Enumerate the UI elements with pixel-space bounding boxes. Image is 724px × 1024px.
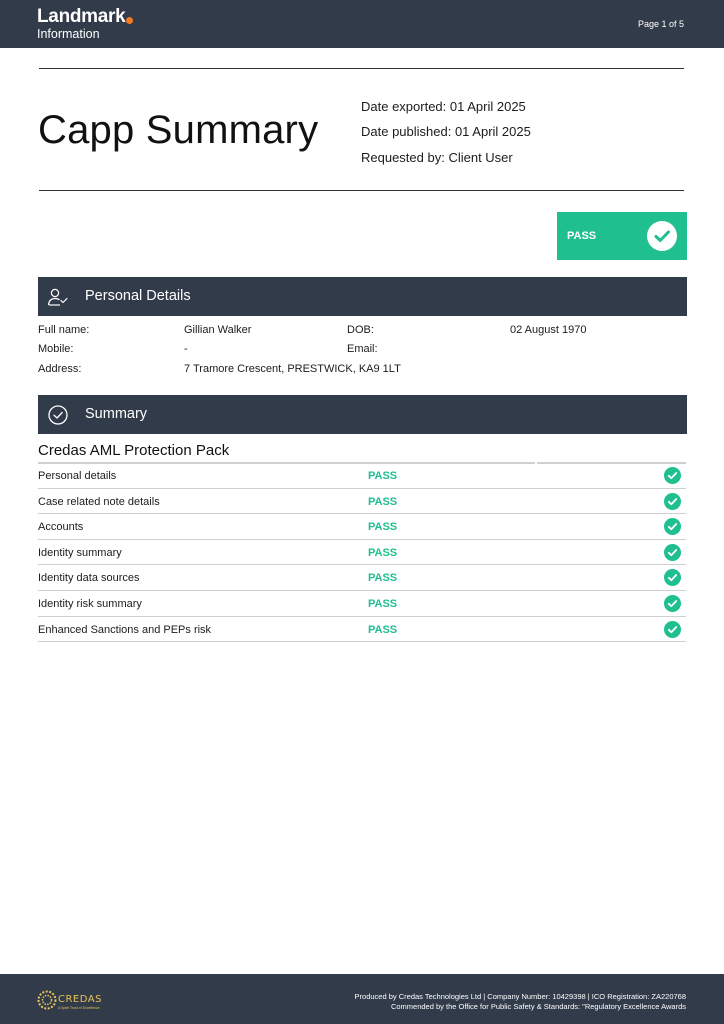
- top-header-bar: [0, 0, 724, 48]
- personal-details-title: Personal Details: [85, 288, 191, 304]
- dob-value: 02 August 1970: [510, 324, 587, 336]
- table-row: [38, 617, 686, 643]
- top-divider: [39, 68, 684, 69]
- table-row: [38, 565, 686, 591]
- credas-logo: [37, 988, 102, 1012]
- credas-brand-text: CREDAS: [58, 994, 102, 1005]
- check-icon: [647, 221, 677, 251]
- date-published: Date published: 01 April 2025: [361, 124, 531, 139]
- mobile-label: Mobile:: [38, 343, 74, 355]
- check-icon: [664, 493, 681, 510]
- row-status: PASS: [368, 546, 398, 559]
- summary-header: [38, 395, 687, 434]
- check-icon: [664, 544, 681, 561]
- footer-line-2: Commended by the Office for Public Safety & Standards: "Regulatory Excellence Awards: [390, 1002, 686, 1011]
- full-name-value: Gillian Walker: [184, 324, 252, 336]
- table-row: [38, 514, 686, 540]
- overall-status-badge: [557, 212, 687, 260]
- table-row: [38, 463, 686, 489]
- date-exported: Date exported: 01 April 2025: [361, 99, 526, 114]
- table-row: [38, 540, 686, 566]
- row-status: PASS: [368, 521, 398, 534]
- row-status: PASS: [368, 572, 398, 585]
- email-label: Email:: [347, 343, 378, 355]
- row-status: PASS: [368, 495, 398, 508]
- row-name: Accounts: [38, 521, 84, 534]
- row-status: PASS: [368, 470, 398, 482]
- overall-status-label: PASS: [567, 230, 597, 242]
- check-icon: [664, 595, 681, 612]
- row-name: Enhanced Sanctions and PEPs risk: [38, 623, 212, 636]
- table-row: [38, 591, 686, 617]
- logo-sub-text: Information: [37, 27, 100, 41]
- credas-tagline: A Spirit Trust of Excellence: [58, 1006, 100, 1010]
- requested-by: Requested by: Client User: [361, 150, 513, 165]
- address-label: Address:: [38, 363, 82, 375]
- personal-details-header: [38, 277, 687, 316]
- row-name: Case related note details: [38, 495, 160, 508]
- row-name: Personal details: [38, 470, 117, 482]
- page-title: Capp Summary: [38, 108, 319, 152]
- check-icon: [664, 621, 681, 638]
- row-name: Identity risk summary: [38, 598, 142, 610]
- logo-main-text: Landmark: [37, 6, 126, 27]
- footer-bar: [0, 974, 724, 1024]
- summary-title: Summary: [85, 406, 148, 422]
- bottom-divider: [39, 190, 684, 191]
- table-row: [38, 489, 686, 515]
- dob-label: DOB:: [347, 324, 374, 336]
- mobile-value: -: [184, 343, 188, 355]
- pack-title: Credas AML Protection Pack: [38, 442, 230, 459]
- footer-line-1: Produced by Credas Technologies Ltd | Company Number: 10429398 | ICO Registration: ZA220768: [354, 992, 686, 1001]
- credas-emblem-icon: [37, 988, 57, 1012]
- check-icon: [664, 569, 681, 586]
- row-status: PASS: [368, 598, 398, 610]
- check-icon: [664, 518, 681, 535]
- page-indicator: Page 1 of 5: [637, 19, 684, 29]
- check-icon: [664, 467, 681, 484]
- row-status: PASS: [368, 623, 398, 636]
- circle-check-icon: [47, 404, 69, 426]
- logo-dot-icon: [126, 17, 133, 24]
- row-name: Identity summary: [38, 546, 122, 559]
- address-value: 7 Tramore Crescent, PRESTWICK, KA9 1LT: [184, 363, 401, 375]
- user-check-icon: [47, 286, 69, 308]
- landmark-logo: [37, 7, 133, 41]
- full-name-label: Full name:: [38, 324, 90, 336]
- row-name: Identity data sources: [38, 572, 140, 585]
